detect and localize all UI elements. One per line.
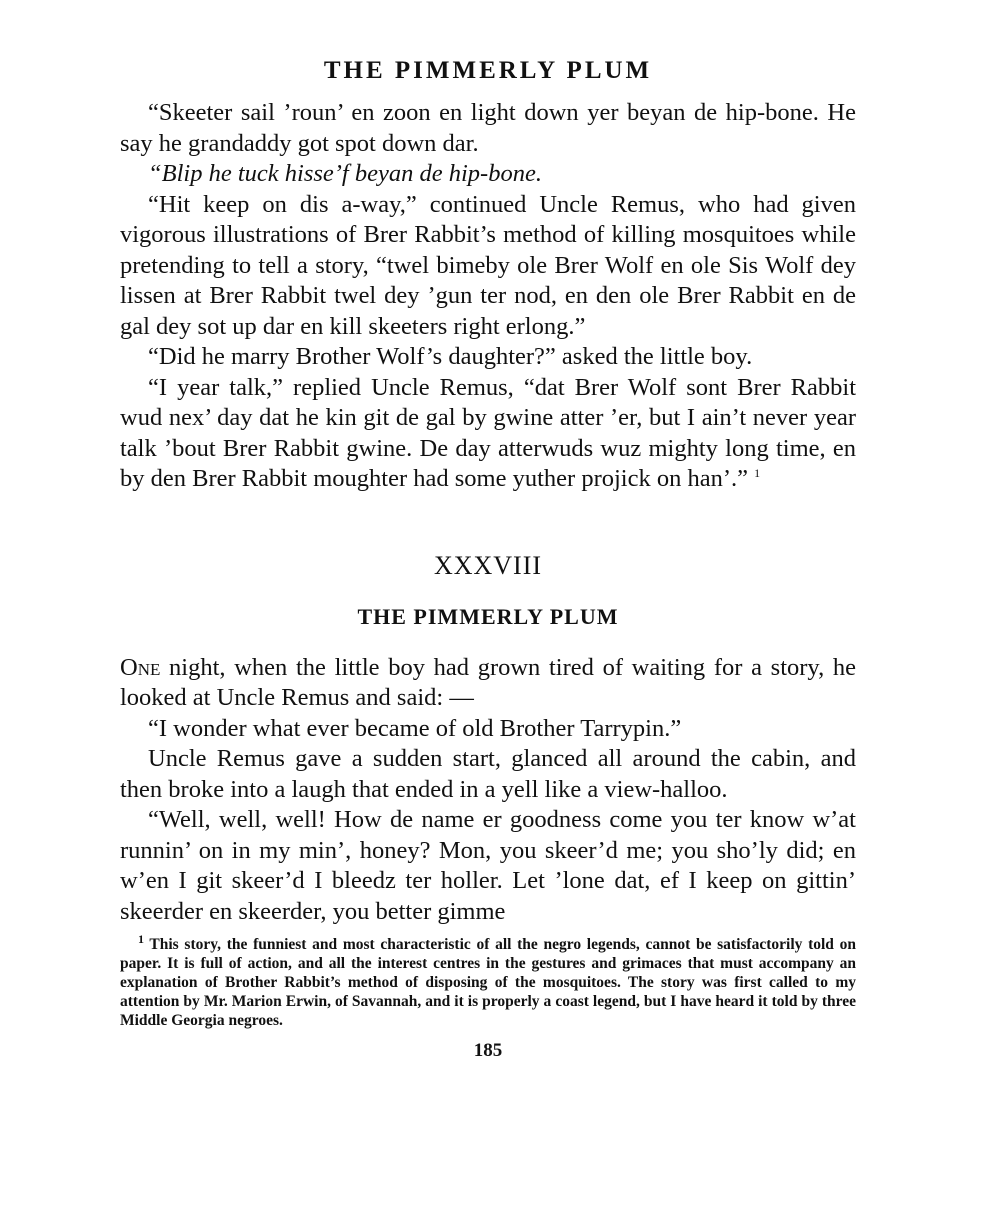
- running-head: THE PIMMERLY PLUM: [323, 57, 653, 84]
- chapter-number: XXXVIII: [433, 550, 543, 580]
- paragraph: “Well, well, well! How de name er goodness come you ter know w’at runnin’ on in my min’, honey? Mon, you skeer’d me; you sho’ly did; en w’en I git skeer’d I bleedz ter holler. Let ’lone dat, ef I keep on gittin’ skeerder en skeerder, you better gimme: [120, 806, 856, 925]
- book-page: [120, 56, 856, 1062]
- paragraph-italic: [120, 159, 856, 190]
- opening-word: One: [120, 653, 161, 681]
- paragraph: “Skeeter sail ’roun’ en zoon en light down yer beyan de hip-bone. He say he grandaddy got spot down dar.: [120, 99, 856, 157]
- paragraph-text: night, when the little boy had grown tired of waiting for a story, he looked at Uncle Remus and said: —: [120, 653, 856, 711]
- paragraph-text: “I year talk,” replied Uncle Remus, “dat Brer Wolf sont Brer Rabbit wud nex’ day dat he kin git de gal by gwine atter ’er, but I ain’t never year talk ’bout Brer Rabbit gwine. De day atterwuds wuz mighty long time, en by den Brer Rabbit moughter had some yuther projick on han’.”: [120, 373, 856, 492]
- paragraph: “Hit keep on dis a-way,” continued Uncle Remus, who had given vigorous illustrations of Brer Rabbit’s method of killing mosquitoes while pretending to tell a story, “twel bimeby ole Brer Wolf en ole Sis Wolf dey lissen at Brer Rabbit twel dey ’gun ter nod, en den ole Brer Rabbit en de gal dey sot up dar en kill skeeters right erlong.”: [120, 190, 856, 340]
- footnote: [120, 931, 856, 1030]
- footnote-text: This story, the funniest and most characteristic of all the negro legends, cannot be satisfactorily told on paper. It is full of action, and all the interest centres in the gestures and grimaces that must accompany an explanation of Brother Rabbit’s method of disposing of the mosquitoes. The story was first called to my attention by Mr. Marion Erwin, of Savannah, and it is properly a coast legend, but I have heard it told by three Middle Georgia negroes.: [120, 936, 856, 1029]
- italic-text: “Blip he tuck hisse’f beyan de hip-bone.: [148, 160, 542, 187]
- paragraph: [120, 373, 856, 495]
- chapter-text: [120, 653, 856, 928]
- footnotes: [120, 931, 856, 1030]
- footnote-reference: 1: [754, 465, 761, 480]
- footnote-marker: 1: [138, 931, 144, 946]
- paragraph: Uncle Remus gave a sudden start, glanced all around the cabin, and then broke into a laugh that ended in a yell like a view-halloo.: [120, 745, 856, 803]
- paragraph: “I wonder what ever became of old Brother Tarrypin.”: [148, 714, 682, 742]
- opening-paragraph: [120, 653, 856, 714]
- paragraph: “Did he marry Brother Wolf’s daughter?” asked the little boy.: [148, 343, 753, 370]
- text-before-chapter: [120, 98, 856, 495]
- chapter-title: THE PIMMERLY PLUM: [357, 603, 619, 629]
- page-number: 185: [473, 1040, 503, 1061]
